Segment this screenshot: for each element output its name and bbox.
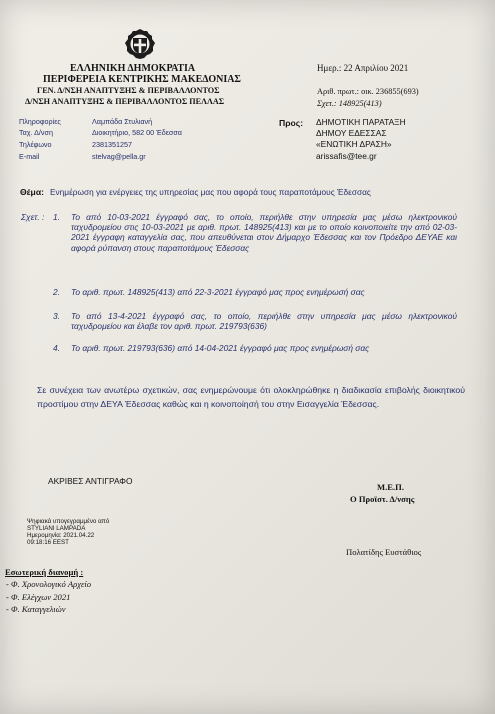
header-line-1: ΕΛΛΗΝΙΚΗ ΔΗΜΟΚΡΑΤΙΑ xyxy=(70,63,196,74)
header-line-2: ΠΕΡΙΦΕΡΕΙΑ ΚΕΝΤΡΙΚΗΣ ΜΑΚΕΔΟΝΙΑΣ xyxy=(43,74,241,85)
reference-1-number: 1. xyxy=(53,212,60,222)
relative-number: Σχετ.: 148925(413) xyxy=(317,99,382,108)
distribution-item-3: - Φ. Καταγγελιών xyxy=(6,604,66,614)
recipient-line-3: «ΕΝΩΤΙΚΗ ΔΡΑΣΗ» xyxy=(316,139,392,149)
reference-3-text: Το από 13-4-2021 έγγραφό σας, το οποίο, περιήλθε στην υπηρεσία μας μέσω ηλεκτρονικού ταχυδρομείου και έλαβε τον αριθ. πρωτ. 219793(636) xyxy=(71,311,457,332)
reference-4-number: 4. xyxy=(53,343,60,353)
contact-label-phone: Τηλέφωνο xyxy=(19,140,52,149)
contact-label-info: Πληροφορίες xyxy=(19,117,61,126)
distribution-item-2: - Φ. Ελέγχων 2021 xyxy=(6,592,71,602)
digital-signature-name: STYLIANI LAMPADA xyxy=(27,525,86,532)
reference-1-text: Το από 10-03-2021 έγγραφό σας, το οποίο, περιήλθε στην υπηρεσία μας μέσω ηλεκτρονικού ταχυδρομείου στις 10-03-2021 με αριθ. πρωτ. 148925(413) και με το οποίο κοινοποιείτε την από 02-03-2021 έγγραφη καταγγελία σας, που απευθύνεται στον Δήμαρχο Έδεσσας και τον Πρόεδρο ΔΕΥΑΕ και αφορά ρύπανση στους παραποτάμους Έδεσσας xyxy=(71,212,457,253)
contact-label-email: E-mail xyxy=(19,152,40,161)
recipient-email: arissafis@tee.gr xyxy=(316,151,377,161)
true-copy-stamp: ΑΚΡΙΒΕΣ ΑΝΤΙΓΡΑΦΟ xyxy=(48,476,133,486)
contact-value-address: Διοικητήριο, 582 00 Έδεσσα xyxy=(92,128,182,137)
reference-3-number: 3. xyxy=(53,311,60,321)
recipient-label: Προς: xyxy=(279,118,304,128)
contact-label-address: Ταχ. Δ/νση xyxy=(19,128,53,137)
digital-signature-line-1: Ψηφιακά υπογεγραμμένο από xyxy=(27,518,110,525)
digital-signature-time: 09:18:16 EEST xyxy=(27,539,69,546)
internal-distribution-label: Εσωτερική διανομή : xyxy=(5,567,84,577)
reference-2-number: 2. xyxy=(53,287,60,297)
contact-value-info: Λαμπάδα Στυλιανή xyxy=(92,117,153,126)
signatory-name: Πολατίδης Ευστάθιος xyxy=(346,547,422,557)
protocol-number: Αριθ. πρωτ.: οικ. 236855(693) xyxy=(317,87,419,96)
references-label: Σχετ. : xyxy=(21,212,45,222)
signatory-on-behalf: Μ.Ε.Π. xyxy=(377,482,404,492)
body-paragraph: Σε συνέχεια των ανωτέρω σχετικών, σας ενημερώνουμε ότι ολοκληρώθηκε η διαδικασία επιβολής διοικητικού προστίμου στην ΔΕΥΑ Έδεσσας καθώς και η κοινοποίησή του στην Εισαγγελία Έδεσσας. xyxy=(37,385,465,409)
contact-value-phone: 2381351257 xyxy=(92,140,132,149)
subject-label: Θέμα: xyxy=(20,187,44,197)
recipient-line-1: ΔΗΜΟΤΙΚΗ ΠΑΡΑΤΑΞΗ xyxy=(316,117,406,127)
header-line-3: ΓΕΝ. Δ/ΝΣΗ ΑΝΑΠΤΥΞΗΣ & ΠΕΡΙΒΑΛΛΟΝΤΟΣ xyxy=(37,86,220,95)
digital-signature-date: Ημερομηνία: 2021.04.22 xyxy=(27,532,95,539)
distribution-item-1: - Φ. Χρονολογικό Αρχείο xyxy=(6,579,92,589)
recipient-line-2: ΔΗΜΟΥ ΕΔΕΣΣΑΣ xyxy=(316,128,387,138)
reference-4-text: Το αριθ. πρωτ. 219793(636) από 14-04-2021 έγγραφό μας προς ενημέρωσή σας xyxy=(71,343,370,353)
header-line-4: Δ/ΝΣΗ ΑΝΑΠΤΥΞΗΣ & ΠΕΡΙΒΑΛΛΟΝΤΟΣ ΠΕΛΛΑΣ xyxy=(25,97,225,106)
subject-text: Ενημέρωση για ενέργειες της υπηρεσίας μας που αφορά τους παραποτάμους Έδεσσας xyxy=(50,187,371,197)
document-date: Ημερ.: 22 Απριλίου 2021 xyxy=(317,63,409,73)
greek-coat-of-arms-emblem xyxy=(125,29,155,59)
signatory-title: Ο Προϊστ. Δ/νσης xyxy=(350,494,415,504)
contact-value-email: stelvag@pella.gr xyxy=(92,152,146,161)
reference-2-text: Το αριθ. πρωτ. 148925(413) από 22-3-2021 έγγραφό μας προς ενημέρωσή σας xyxy=(71,287,365,297)
